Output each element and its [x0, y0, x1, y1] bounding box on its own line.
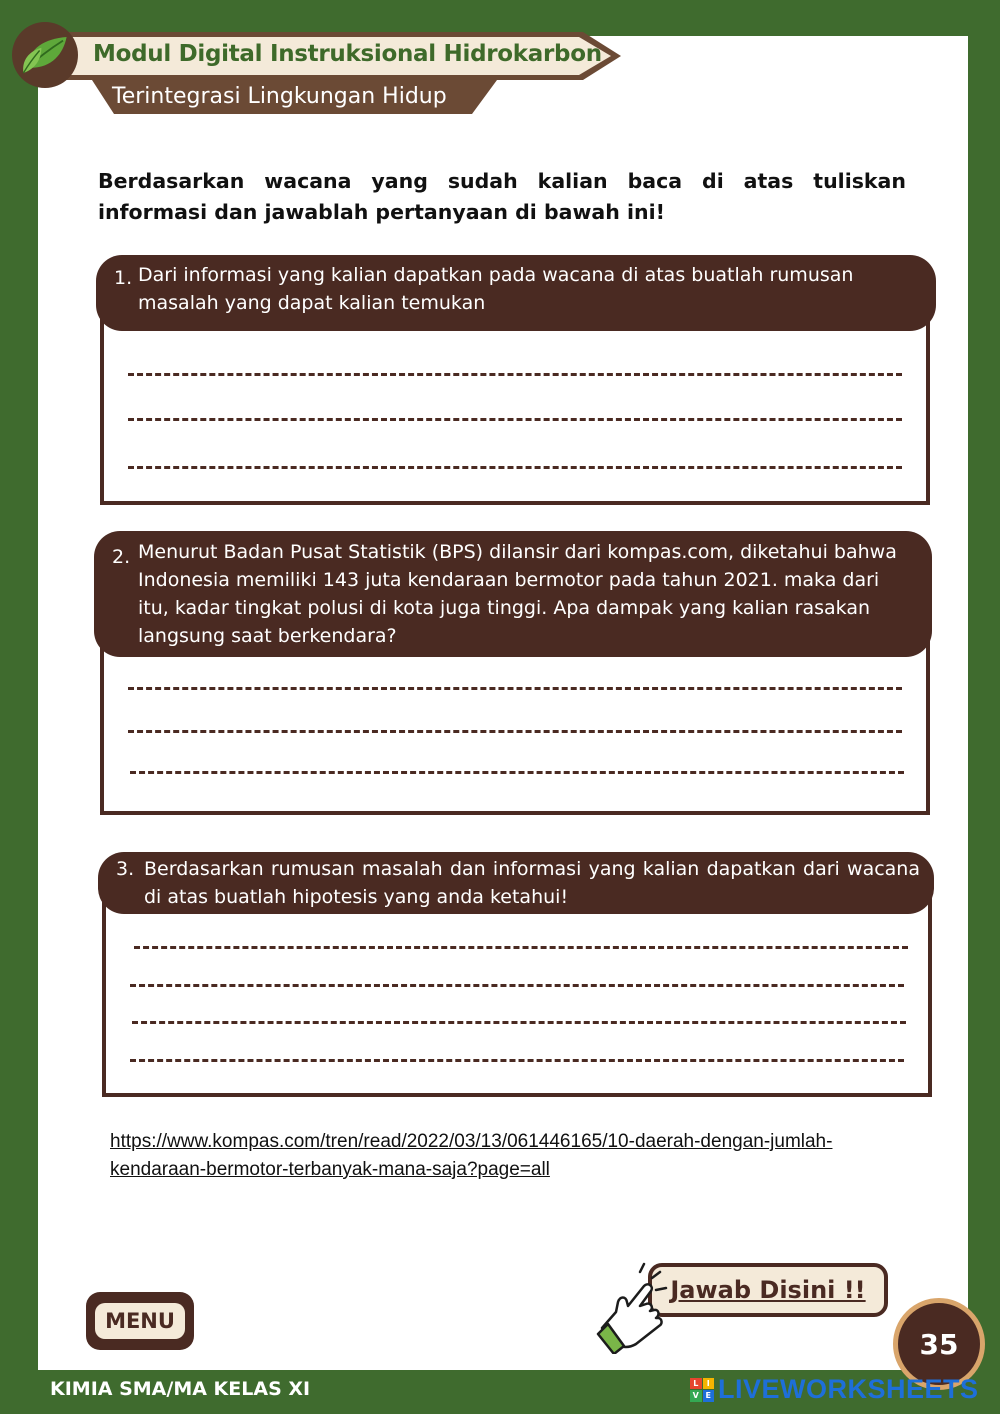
logo-letter: L	[690, 1378, 702, 1390]
question-1-header	[96, 255, 936, 331]
menu-button[interactable]	[86, 1292, 194, 1350]
jawab-disini-button[interactable]: Jawab Disini !!	[648, 1263, 888, 1317]
answer-line[interactable]	[128, 687, 902, 690]
answer-line[interactable]	[130, 1059, 904, 1062]
leaf-icon	[12, 22, 78, 88]
answer-line[interactable]	[130, 771, 904, 774]
question-number: 3.	[116, 858, 135, 880]
liveworksheets-logo-icon	[690, 1378, 714, 1402]
header-title: Modul Digital Instruksional Hidrokarbon	[93, 41, 602, 67]
menu-button-label: MENU	[95, 1303, 185, 1339]
answer-line[interactable]	[128, 373, 902, 376]
question-3-header	[98, 852, 934, 914]
source-link[interactable]: https://www.kompas.com/tren/read/2022/03/13/061446165/10-daerah-dengan-jumlah-kendaraan-bermotor-terbanyak-mana-saja?page=all	[110, 1131, 833, 1180]
header-subtitle-banner	[92, 80, 497, 114]
page-number-badge: 35	[893, 1298, 985, 1390]
question-number: 2.	[112, 546, 131, 568]
question-text: Dari informasi yang kalian dapatkan pada wacana di atas buatlah rumusan masalah yang dapat kalian temukan	[138, 264, 854, 314]
logo-letter: E	[703, 1390, 715, 1402]
answer-box-1[interactable]	[100, 305, 930, 505]
answer-line[interactable]	[134, 946, 908, 949]
header-subtitle: Terintegrasi Lingkungan Hidup	[112, 84, 447, 109]
question-number: 1.	[114, 267, 133, 289]
logo-letter: V	[690, 1390, 702, 1402]
answer-line[interactable]	[132, 1021, 906, 1024]
question-text: Menurut Badan Pusat Statistik (BPS) dilansir dari kompas.com, diketahui bahwa Indonesia memiliki 143 juta kendaraan bermotor pada tahun 2021. maka dari itu, kadar tingkat polusi di kota juga tinggi. Apa dampak yang kalian rasakan langsung saat berkendara?	[138, 541, 897, 647]
footer-course: KIMIA SMA/MA KELAS XI	[50, 1378, 311, 1400]
answer-line[interactable]	[130, 984, 904, 987]
answer-box-3[interactable]	[102, 885, 932, 1097]
liveworksheets-brand: LIVEWORKSHEETS	[718, 1374, 979, 1404]
header-title-banner	[55, 28, 625, 84]
answer-line[interactable]	[128, 730, 902, 733]
pointing-hand-icon	[596, 1262, 674, 1354]
question-2-header	[94, 531, 932, 657]
question-text: Berdasarkan rumusan masalah dan informasi yang kalian dapatkan dari wacana di atas buatlah hipotesis yang anda ketahui!	[144, 858, 920, 908]
answer-line[interactable]	[128, 418, 902, 421]
liveworksheets-logo	[690, 1374, 979, 1405]
instructions: Berdasarkan wacana yang sudah kalian baca di atas tuliskan informasi dan jawablah pertanyaan di bawah ini!	[98, 169, 906, 224]
answer-line[interactable]	[128, 466, 902, 469]
logo-letter: I	[703, 1378, 715, 1390]
